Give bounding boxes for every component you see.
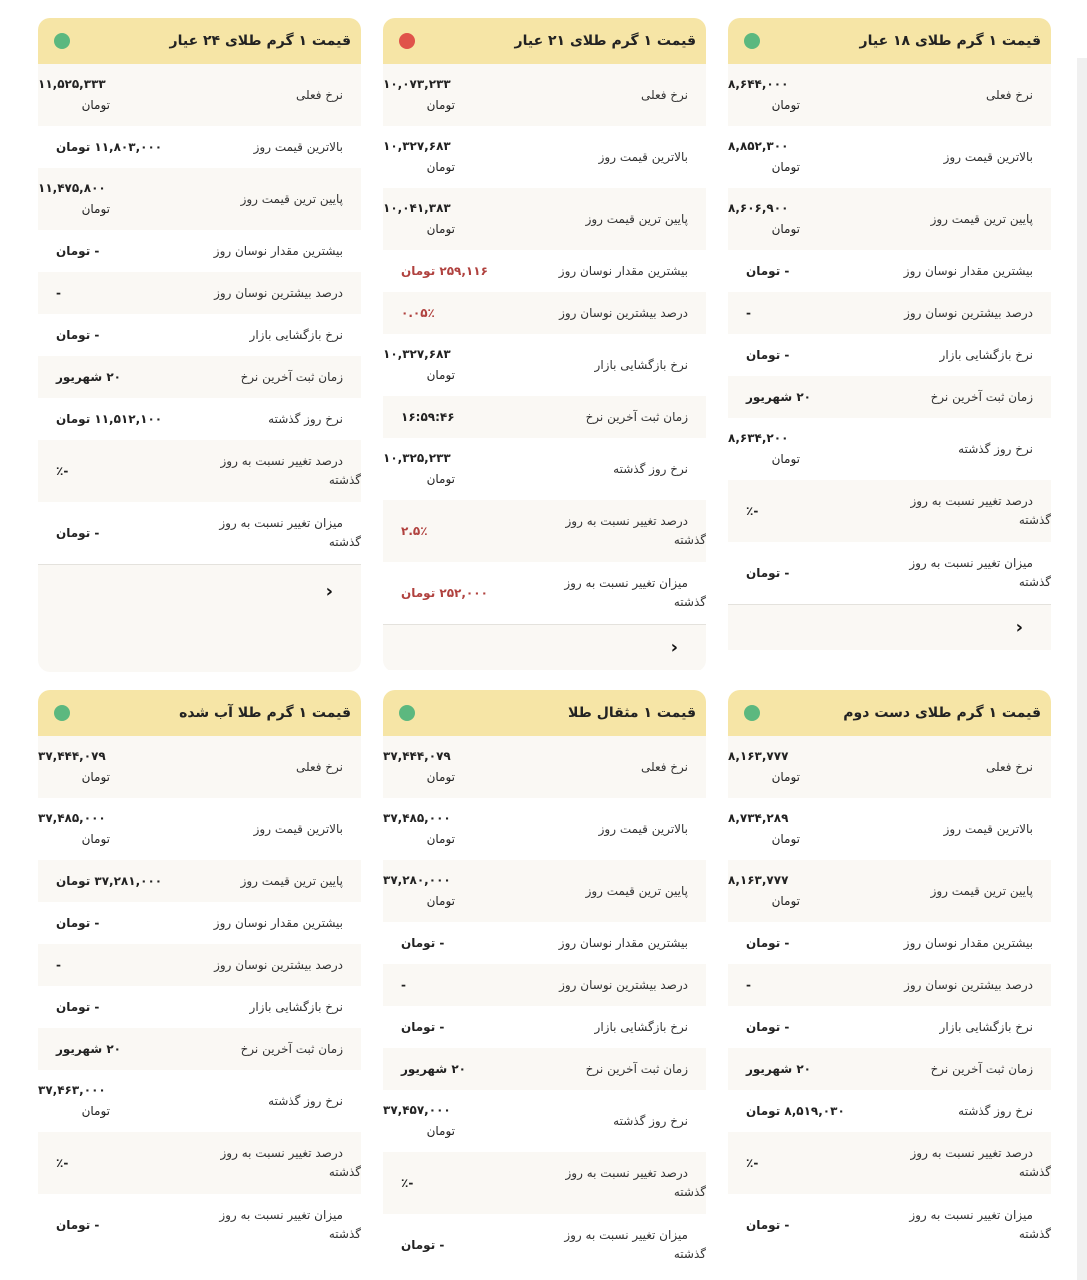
row-label: نرخ فعلی [640,759,688,774]
table-row [38,440,361,502]
card-rows [38,64,361,564]
table-row [383,292,706,334]
card-title: قیمت ۱ مثقال طلا [568,705,696,721]
chevron-left-icon[interactable]: ‹ [670,637,678,658]
row-value [728,933,878,954]
table-row [383,334,706,396]
row-label: زمان ثبت آخرین نرخ [930,389,1033,404]
card-header [728,690,1051,736]
row-value [728,501,878,522]
value-text: - [401,977,406,992]
card-title: قیمت ۱ گرم طلا آب شده [179,705,351,721]
table-row [728,126,1051,188]
value-text: - تومان [746,347,790,362]
table-row [383,250,706,292]
row-label: بیشترین مقدار نوسان روز [903,263,1033,278]
status-dot-icon [744,33,760,49]
price-amount: ۸,۱۶۳,۷۷۷ [728,873,789,887]
row-value [383,261,533,282]
row-label: پایین ترین قیمت روز [240,191,343,206]
price-amount: ۳۷,۴۶۳,۰۰۰ [38,1083,106,1097]
row-label: نرخ بازگشایی بازار [249,327,343,342]
table-row [38,502,361,564]
value-text: ٪- [56,1155,69,1170]
row-label: درصد تغییر نسبت به روز گذشته [220,1146,361,1179]
row-label: نرخ بازگشایی بازار [939,1019,1033,1034]
row-label: نرخ روز گذشته [268,411,343,426]
row-label: زمان ثبت آخرین نرخ [585,409,688,424]
status-dot-icon [744,705,760,721]
row-value [38,74,188,116]
row-value [383,746,533,788]
table-row [728,188,1051,250]
card-title: قیمت ۱ گرم طلای ۱۸ عیار [859,33,1041,49]
row-label: بیشترین مقدار نوسان روز [903,935,1033,950]
value-text: - تومان [746,1217,790,1232]
row-label: بالاترین قیمت روز [943,149,1033,164]
row-value [38,1080,188,1122]
row-label: نرخ فعلی [295,759,343,774]
value-text: - تومان [56,525,100,540]
table-row [38,986,361,1028]
value-text: - تومان [746,935,790,950]
table-row [383,964,706,1006]
row-label: پایین ترین قیمت روز [930,883,1033,898]
table-row [383,798,706,860]
row-value [38,325,188,346]
value-text: ٪- [746,1155,759,1170]
value-text: - [56,285,61,300]
value-text: - تومان [56,915,100,930]
row-value [383,521,533,542]
row-label: بالاترین قیمت روز [253,139,343,154]
price-cards-grid [37,18,1051,1276]
row-value [728,345,878,366]
value-text: ۰.۰۵٪ [401,305,435,320]
price-card-gold-used [728,690,1051,1276]
row-value [383,344,533,386]
row-label: زمان ثبت آخرین نرخ [240,369,343,384]
table-row [383,396,706,438]
row-value [728,808,878,850]
card-title: قیمت ۱ گرم طلای ۲۱ عیار [514,33,696,49]
table-row [728,334,1051,376]
row-value [383,303,533,324]
value-text: ۲۰ شهریور [56,1041,121,1056]
table-row [383,922,706,964]
value-text: ٪- [746,503,759,518]
currency-unit: تومان [426,1124,455,1138]
value-text: ۲۰ شهریور [401,1061,466,1076]
table-row [728,860,1051,922]
price-amount: ۳۷,۴۵۷,۰۰۰ [383,1103,451,1117]
price-amount: ۱۰,۳۲۷,۶۸۳ [383,139,451,153]
row-value [728,746,878,788]
row-value [728,303,878,324]
price-card-gold-24k [38,18,361,672]
row-label: زمان ثبت آخرین نرخ [930,1061,1033,1076]
price-amount: ۸,۱۶۳,۷۷۷ [728,749,789,763]
table-row [38,1194,361,1256]
row-label: نرخ بازگشایی بازار [249,999,343,1014]
price-amount: ۸,۸۵۲,۳۰۰ [728,139,789,153]
row-value [38,997,188,1018]
table-row [728,480,1051,542]
row-label: نرخ روز گذشته [268,1093,343,1108]
row-value [38,871,188,892]
currency-unit: تومان [771,452,800,466]
currency-unit: تومان [771,894,800,908]
currency-unit: تومان [771,160,800,174]
table-row [383,860,706,922]
status-dot-icon [54,705,70,721]
row-label: نرخ بازگشایی بازار [939,347,1033,362]
row-value [383,1059,533,1080]
currency-unit: تومان [426,832,455,846]
row-label: درصد تغییر نسبت به روز گذشته [565,1166,706,1199]
row-value [38,523,188,544]
row-label: بیشترین مقدار نوسان روز [558,935,688,950]
row-value [383,1235,533,1256]
table-row [728,292,1051,334]
table-row [728,1006,1051,1048]
value-text: - تومان [746,1019,790,1034]
card-title: قیمت ۱ گرم طلای ۲۴ عیار [169,33,351,49]
price-card-gold-melted [38,690,361,1276]
card-rows [728,64,1051,604]
table-row [38,356,361,398]
card-title: قیمت ۱ گرم طلای دست دوم [843,705,1041,721]
table-row [38,126,361,168]
row-label: نرخ بازگشایی بازار [594,357,688,372]
table-row [383,1152,706,1214]
value-text: - تومان [401,1237,445,1252]
table-row [728,64,1051,126]
row-label: میزان تغییر نسبت به روز گذشته [909,556,1051,589]
card-footer [383,624,706,670]
row-label: پایین ترین قیمت روز [240,873,343,888]
currency-unit: تومان [426,98,455,112]
currency-unit: تومان [426,222,455,236]
row-label: بیشترین مقدار نوسان روز [213,915,343,930]
value-text: ۱۱,۵۱۲,۱۰۰ تومان [56,411,163,426]
row-label: بالاترین قیمت روز [598,821,688,836]
row-label: نرخ فعلی [295,87,343,102]
value-text: ۲۵۲,۰۰۰ تومان [401,585,488,600]
row-value [728,198,878,240]
card-header [38,690,361,736]
currency-unit: تومان [81,832,110,846]
currency-unit: تومان [81,770,110,784]
currency-unit: تومان [771,770,800,784]
row-value [728,1101,878,1122]
row-label: نرخ روز گذشته [958,1103,1033,1118]
card-header [383,690,706,736]
table-row [728,542,1051,604]
row-value [383,870,533,912]
row-value [38,1153,188,1174]
table-row [383,64,706,126]
row-value [383,407,533,428]
row-value [38,746,188,788]
currency-unit: تومان [426,160,455,174]
price-amount: ۸,۷۳۴,۲۸۹ [728,811,789,825]
row-label: نرخ روز گذشته [613,1113,688,1128]
row-label: درصد بیشترین نوسان روز [559,977,688,992]
value-text: ۲۰ شهریور [746,1061,811,1076]
table-row [383,1090,706,1152]
row-value [38,241,188,262]
row-value [728,136,878,178]
value-text: - تومان [56,1217,100,1232]
price-amount: ۸,۶۴۴,۰۰۰ [728,77,789,91]
table-row [383,188,706,250]
table-row [38,1132,361,1194]
table-row [38,64,361,126]
row-value [38,808,188,850]
table-row [383,1006,706,1048]
value-text: ۲۰ شهریور [56,369,121,384]
table-row [38,798,361,860]
value-text: ۸,۵۱۹,۰۳۰ تومان [746,1103,845,1118]
row-label: میزان تغییر نسبت به روز گذشته [909,1208,1051,1241]
price-amount: ۱۰,۳۲۵,۲۳۳ [383,451,451,465]
row-label: نرخ روز گذشته [613,461,688,476]
currency-unit: تومان [81,98,110,112]
status-dot-icon [399,705,415,721]
row-value [383,1017,533,1038]
card-rows [383,64,706,624]
value-text: - [746,305,751,320]
value-text: - تومان [746,263,790,278]
row-value [38,137,188,158]
row-value [383,1173,533,1194]
table-row [383,126,706,188]
price-amount: ۱۰,۰۴۱,۳۸۳ [383,201,451,215]
row-value [728,1017,878,1038]
card-header [38,18,361,64]
table-row [728,250,1051,292]
row-label: زمان ثبت آخرین نرخ [585,1061,688,1076]
row-label: بالاترین قیمت روز [598,149,688,164]
row-value [38,178,188,220]
value-text: - [746,977,751,992]
card-rows [728,736,1051,1256]
row-label: درصد تغییر نسبت به روز گذشته [220,454,361,487]
table-row [728,798,1051,860]
card-header [383,18,706,64]
row-label: نرخ فعلی [985,87,1033,102]
table-row [38,272,361,314]
row-value [728,387,878,408]
table-row [728,1090,1051,1132]
price-card-gold-18k [728,18,1051,672]
row-label: زمان ثبت آخرین نرخ [240,1041,343,1056]
status-dot-icon [54,33,70,49]
page-scrollbar[interactable] [1077,58,1087,1280]
row-label: درصد بیشترین نوسان روز [214,957,343,972]
row-label: میزان تغییر نسبت به روز گذشته [564,576,706,609]
price-card-gold-21k [383,18,706,672]
currency-unit: تومان [81,1104,110,1118]
value-text: ۲۰ شهریور [746,389,811,404]
row-value [728,870,878,912]
row-value [383,136,533,178]
row-value [728,1059,878,1080]
row-label: درصد تغییر نسبت به روز گذشته [565,514,706,547]
chevron-left-icon[interactable]: ‹ [325,581,333,602]
currency-unit: تومان [771,832,800,846]
value-text: ٪- [56,463,69,478]
value-text: - تومان [56,999,100,1014]
row-label: پایین ترین قیمت روز [585,883,688,898]
row-label: پایین ترین قیمت روز [585,211,688,226]
currency-unit: تومان [426,472,455,486]
table-row [38,736,361,798]
row-value [383,933,533,954]
row-value [383,808,533,850]
value-text: ۲.۵٪ [401,523,428,538]
price-amount: ۱۰,۳۲۷,۶۸۳ [383,347,451,361]
row-label: بیشترین مقدار نوسان روز [213,243,343,258]
row-label: درصد بیشترین نوسان روز [904,305,1033,320]
row-value [728,261,878,282]
row-label: میزان تغییر نسبت به روز گذشته [219,1208,361,1241]
price-amount: ۱۱,۵۲۵,۳۳۳ [38,77,106,91]
row-value [728,1153,878,1174]
table-row [728,736,1051,798]
status-dot-icon [399,33,415,49]
row-value [38,1039,188,1060]
price-amount: ۳۷,۴۸۵,۰۰۰ [38,811,106,825]
table-row [383,736,706,798]
value-text: - تومان [56,327,100,342]
value-text: ۱۱,۸۰۳,۰۰۰ تومان [56,139,163,154]
row-value [383,448,533,490]
table-row [383,1048,706,1090]
value-text: - تومان [401,935,445,950]
row-value [383,198,533,240]
currency-unit: تومان [771,222,800,236]
table-row [728,1194,1051,1256]
row-value [383,583,533,604]
row-label: نرخ روز گذشته [958,441,1033,456]
row-label: درصد تغییر نسبت به روز گذشته [910,1146,1051,1179]
value-text: ٪- [401,1175,414,1190]
price-amount: ۳۷,۴۴۴,۰۷۹ [38,749,106,763]
row-value [38,409,188,430]
table-row [38,1070,361,1132]
table-row [38,902,361,944]
card-rows [38,736,361,1256]
card-header [728,18,1051,64]
row-label: درصد بیشترین نوسان روز [559,305,688,320]
row-value [38,461,188,482]
table-row [728,922,1051,964]
price-amount: ۸,۶۳۴,۲۰۰ [728,431,789,445]
row-value [383,975,533,996]
card-rows [383,736,706,1276]
table-row [383,500,706,562]
currency-unit: تومان [426,770,455,784]
table-row [728,418,1051,480]
row-value [38,913,188,934]
table-row [728,1048,1051,1090]
value-text: ۳۷,۲۸۱,۰۰۰ تومان [56,873,163,888]
table-row [383,1214,706,1276]
currency-unit: تومان [81,202,110,216]
price-amount: ۸,۶۰۶,۹۰۰ [728,201,789,215]
value-text: ۱۶:۵۹:۴۶ [401,409,455,424]
price-amount: ۳۷,۴۴۴,۰۷۹ [383,749,451,763]
table-row [383,438,706,500]
row-label: میزان تغییر نسبت به روز گذشته [219,516,361,549]
table-row [728,964,1051,1006]
row-value [728,563,878,584]
row-label: میزان تغییر نسبت به روز گذشته [564,1228,706,1261]
table-row [38,1028,361,1070]
row-label: بیشترین مقدار نوسان روز [558,263,688,278]
value-text: - تومان [401,1019,445,1034]
table-row [38,944,361,986]
row-value [38,1215,188,1236]
value-text: - تومان [56,243,100,258]
row-value [728,975,878,996]
chevron-left-icon[interactable]: ‹ [1015,617,1023,638]
table-row [38,860,361,902]
price-amount: ۳۷,۲۸۰,۰۰۰ [383,873,451,887]
table-row [383,562,706,624]
row-label: بالاترین قیمت روز [943,821,1033,836]
row-label: نرخ فعلی [985,759,1033,774]
currency-unit: تومان [771,98,800,112]
row-label: نرخ بازگشایی بازار [594,1019,688,1034]
value-text: - [56,957,61,972]
price-amount: ۱۱,۴۷۵,۸۰۰ [38,181,106,195]
row-value [38,367,188,388]
row-label: بالاترین قیمت روز [253,821,343,836]
table-row [38,168,361,230]
currency-unit: تومان [426,894,455,908]
card-footer [728,604,1051,650]
price-card-gold-mithqal [383,690,706,1276]
price-amount: ۳۷,۴۸۵,۰۰۰ [383,811,451,825]
row-value [728,1215,878,1236]
row-value [383,74,533,116]
row-label: درصد بیشترین نوسان روز [904,977,1033,992]
row-label: نرخ فعلی [640,87,688,102]
row-label: درصد بیشترین نوسان روز [214,285,343,300]
table-row [728,1132,1051,1194]
currency-unit: تومان [426,368,455,382]
row-value [383,1100,533,1142]
row-label: پایین ترین قیمت روز [930,211,1033,226]
value-text: ۲۵۹,۱۱۶ تومان [401,263,488,278]
row-value [38,283,188,304]
card-footer [38,564,361,672]
row-value [728,428,878,470]
table-row [728,376,1051,418]
row-value [38,955,188,976]
value-text: - تومان [746,565,790,580]
row-label: درصد تغییر نسبت به روز گذشته [910,494,1051,527]
table-row [38,230,361,272]
price-amount: ۱۰,۰۷۳,۲۳۳ [383,77,451,91]
table-row [38,398,361,440]
row-value [728,74,878,116]
table-row [38,314,361,356]
